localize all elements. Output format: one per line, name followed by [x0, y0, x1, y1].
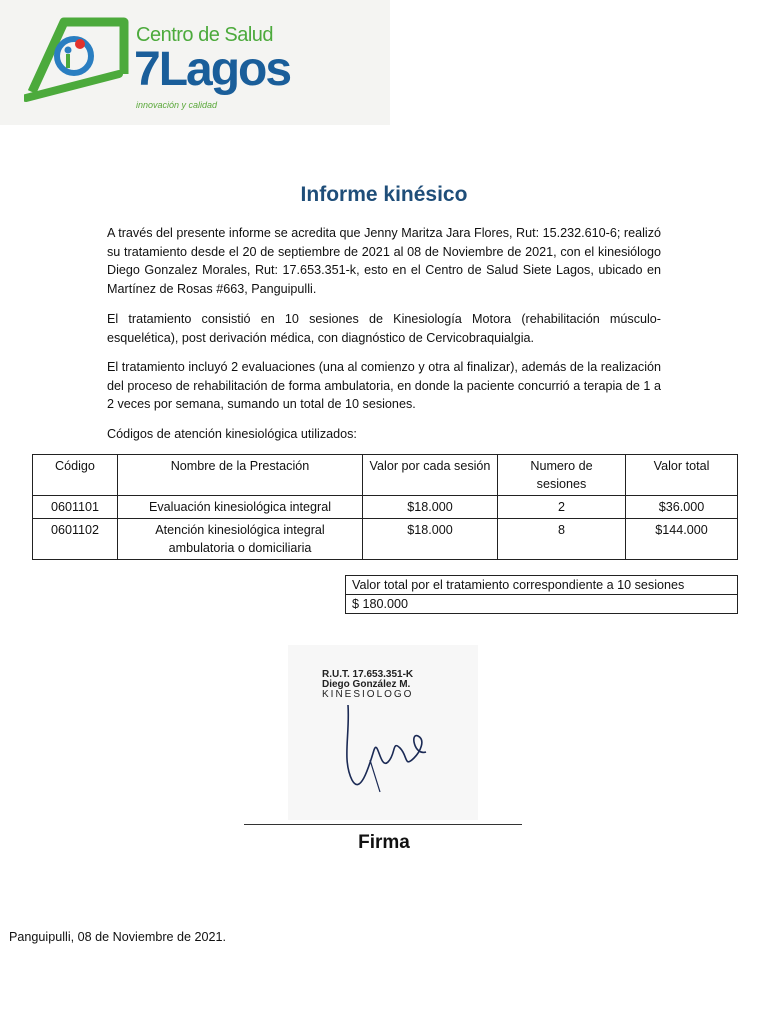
cell-code: 0601101	[33, 496, 118, 519]
stamp-role: KINESIOLOGO	[322, 689, 414, 700]
signature-line	[244, 824, 522, 825]
logo-line1: Centro de Salud	[136, 24, 274, 46]
cell-sessions: 2	[498, 496, 626, 519]
cell-total: $36.000	[626, 496, 738, 519]
cell-total: $144.000	[626, 519, 738, 560]
stamp-rut: R.U.T. 17.653.351-K	[322, 669, 414, 680]
table-row	[33, 496, 738, 519]
house-heart-icon	[24, 14, 134, 114]
total-value: $ 180.000	[346, 595, 738, 614]
clinic-logo	[24, 14, 334, 119]
header-total: Valor total	[626, 455, 738, 496]
logo-band	[0, 0, 390, 125]
cell-service: Evaluación kinesiológica integral	[118, 496, 363, 519]
paragraph-4: Códigos de atención kinesiológica utilizados:	[107, 427, 357, 441]
cell-sessions: 8	[498, 519, 626, 560]
header-service: Nombre de la Prestación	[118, 455, 363, 496]
signature-label: Firma	[358, 832, 410, 853]
header-sessions: Numero de sesiones	[498, 455, 626, 496]
table-header-row	[33, 455, 738, 496]
cell-code: 0601102	[33, 519, 118, 560]
place-date: Panguipulli, 08 de Noviembre de 2021.	[9, 930, 227, 944]
services-table	[32, 454, 738, 560]
paragraph-2: El tratamiento consistió en 10 sesiones de Kinesiología Motora (rehabilitación músculo-esquelética), post derivación médica, con diagnóstico de Cervicobraquialgia.	[107, 312, 661, 345]
paragraph-1: A través del presente informe se acredita que Jenny Maritza Jara Flores, Rut: 15.232.610-6; realizó su tratamiento desde el 20 de septiembre de 2021 al 08 de Noviembre de 2021, con el kinesiólogo Diego Gonzalez Morales, Rut: 17.653.351-k, esto en el Centro de Salud Siete Lagos, ubicado en Martínez de Rosas #663, Panguipulli.	[107, 226, 661, 296]
table-row	[33, 519, 738, 560]
stamp-name: Diego González M.	[322, 679, 411, 690]
total-table	[345, 575, 738, 614]
logo-tagline: innovación y calidad	[136, 100, 218, 110]
cell-service: Atención kinesiológica integral ambulatoria o domiciliaria	[118, 519, 363, 560]
logo-line2: 7Lagos	[134, 43, 291, 96]
cell-unit-price: $18.000	[363, 519, 498, 560]
header-code: Código	[33, 455, 118, 496]
paragraph-3: El tratamiento incluyó 2 evaluaciones (una al comienzo y otra al finalizar), además de la realización del proceso de rehabilitación de forma ambulatoria, en donde la paciente concurrió a terapia de 1 a 2 veces por semana, sumando un total de 10 sesiones.	[107, 360, 661, 411]
document-title: Informe kinésico	[300, 183, 468, 206]
cell-unit-price: $18.000	[363, 496, 498, 519]
handwritten-signature	[330, 700, 440, 800]
stamp	[322, 670, 413, 700]
header-unit-price: Valor por cada sesión	[363, 455, 498, 496]
total-label: Valor total por el tratamiento correspondiente a 10 sesiones	[346, 576, 738, 595]
